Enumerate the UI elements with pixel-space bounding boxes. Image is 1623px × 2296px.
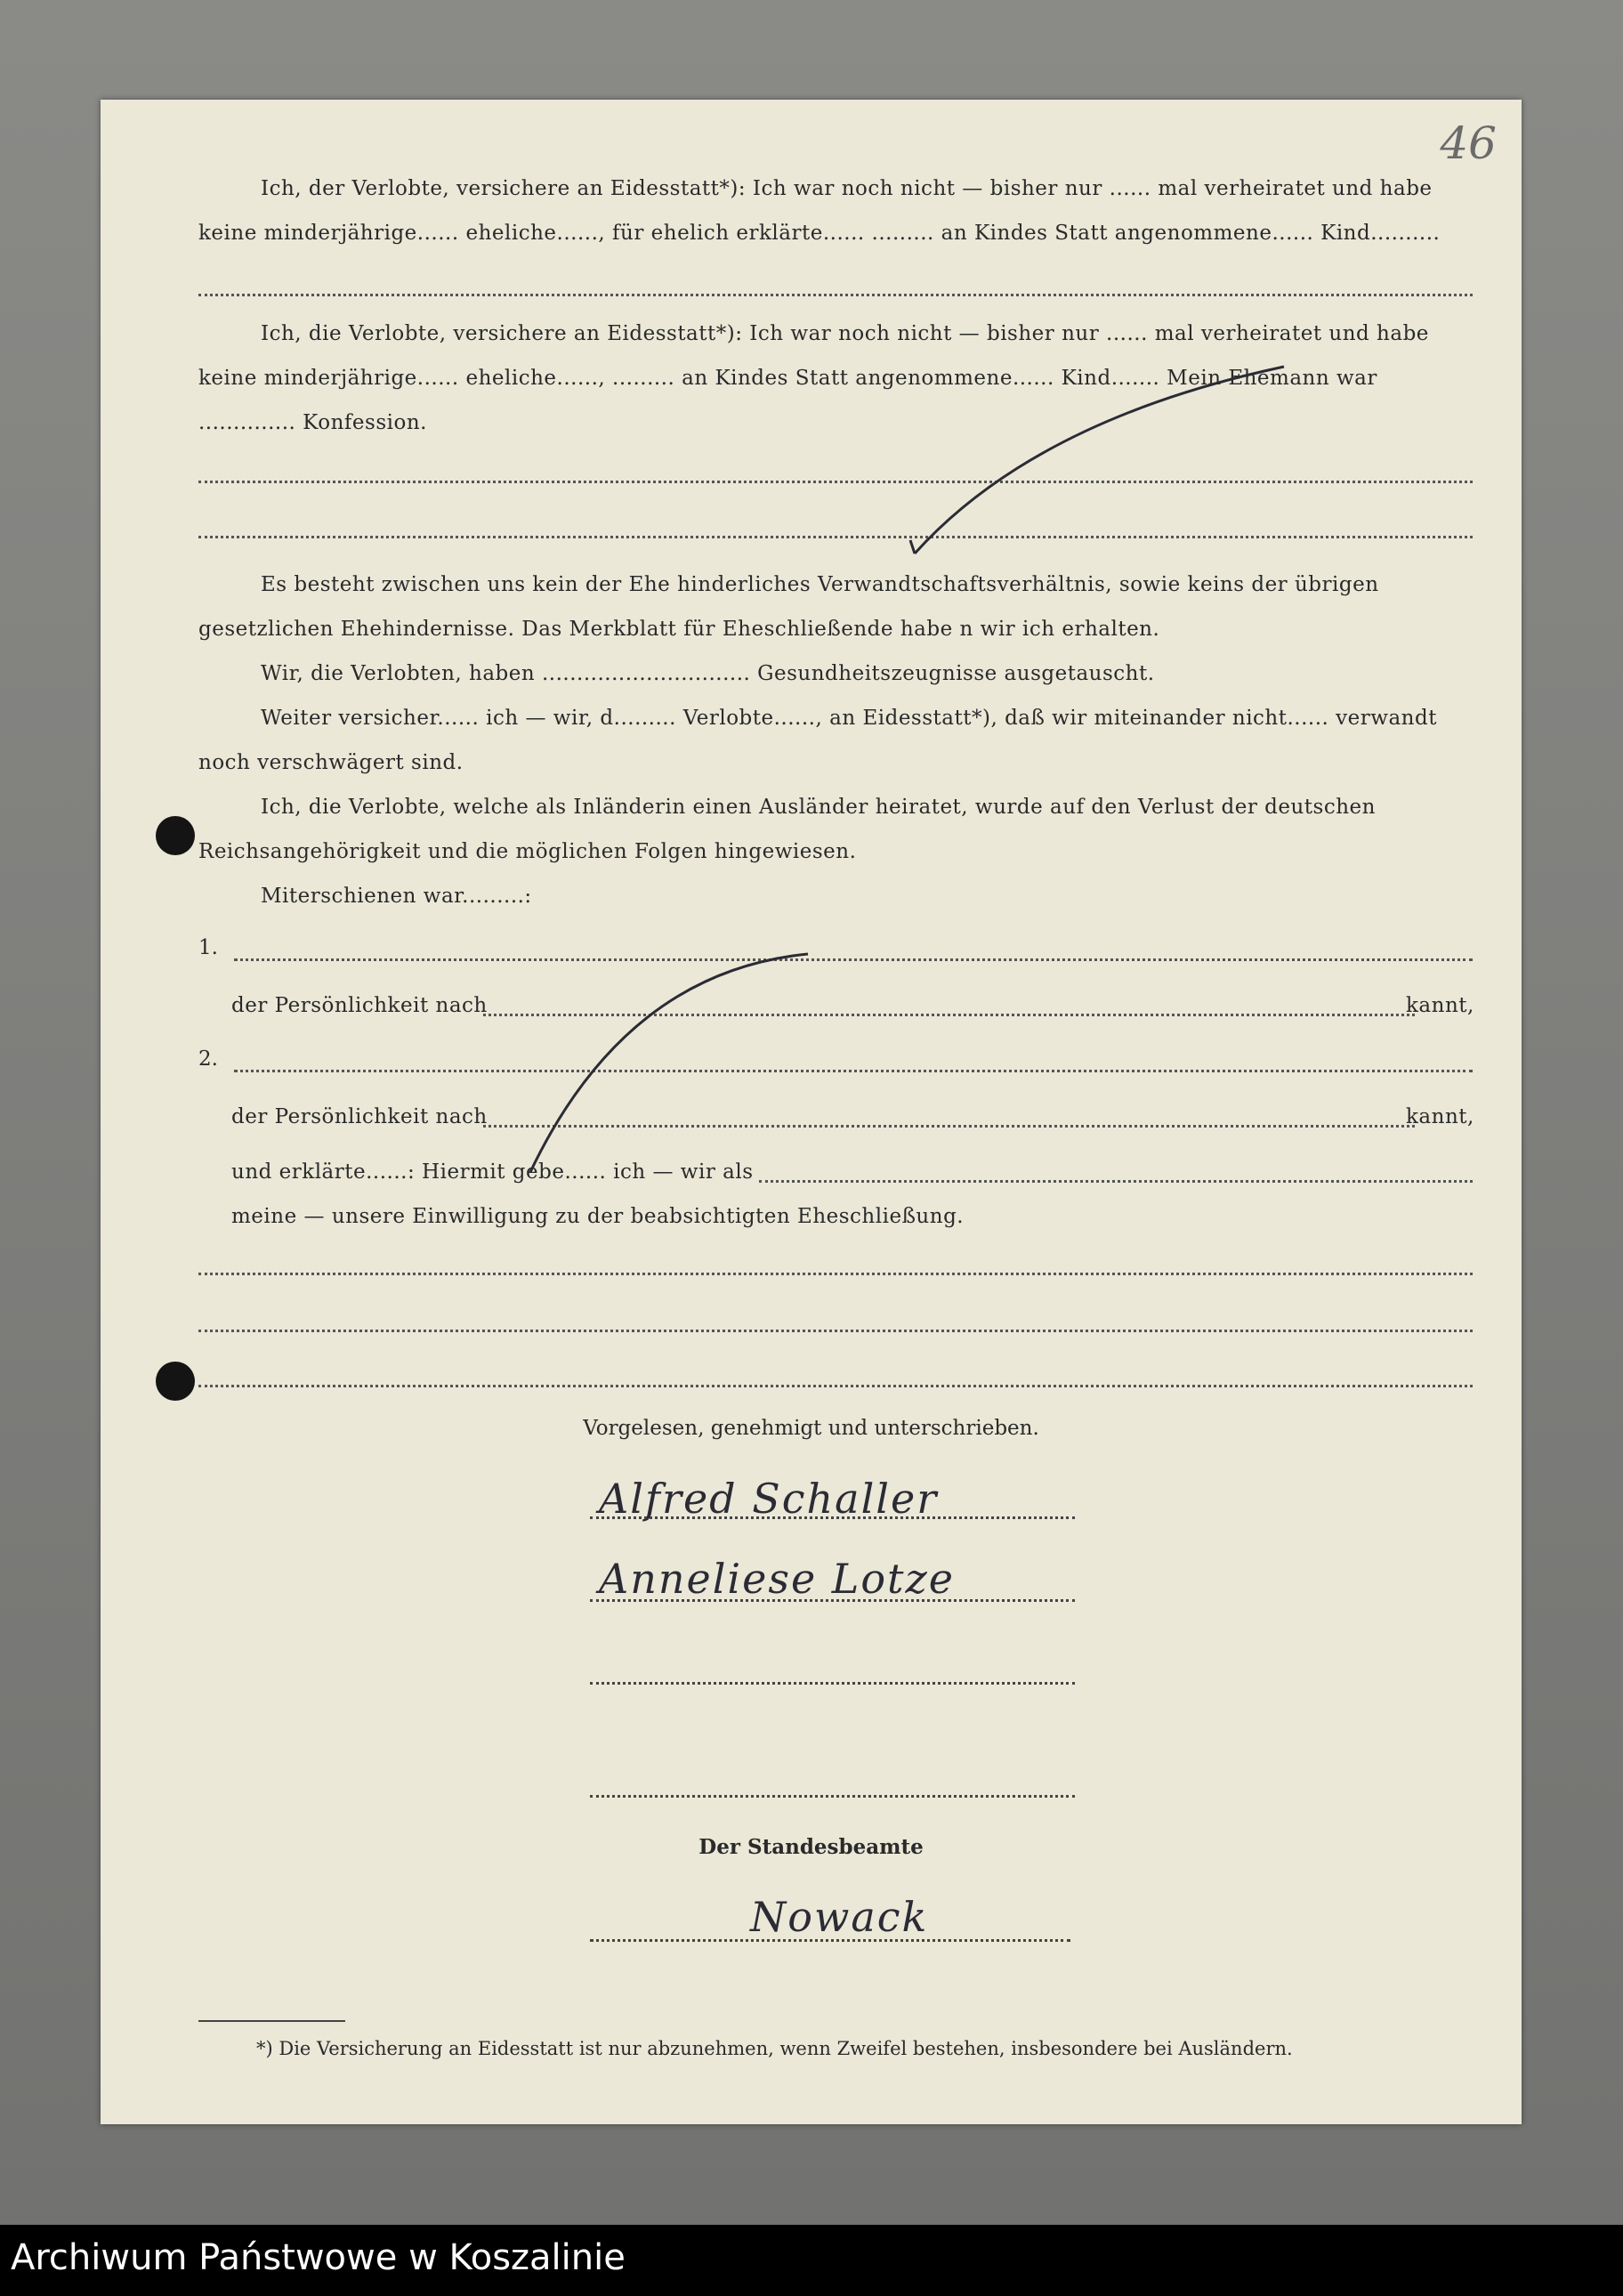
identity-line-1: der Persönlichkeit nach xyxy=(231,994,488,1017)
archive-footer xyxy=(0,2225,1623,2296)
registrar-heading: Der Standesbeamte xyxy=(698,1835,924,1859)
archive-name: Archiwum Państwowe w Koszalinie xyxy=(11,2237,626,2278)
identity-line-2: der Persönlichkeit nach xyxy=(231,1105,488,1128)
signature-groom: Alfred Schaller xyxy=(599,1475,939,1523)
citizenship-paragraph: Ich, die Verlobte, welche als Inländerin einen Ausländer heiratet, wurde auf den Verlust der deutschen Reichsangehörigkeit und die möglichen Folgen hingewiesen. xyxy=(198,796,1376,863)
groom-paragraph: Ich, der Verlobte, versichere an Eidesstatt*): Ich war noch nicht — bisher nur ...... mal verheiratet und habe keine minderjährige...... eheliche......, für ehelich erklärte...... ......... an Kindes Statt angenommene...... Kind.......... xyxy=(198,177,1441,245)
health-certificate-line: Wir, die Verlobten, haben .............................. Gesundheitszeugnisse ausgetauscht. xyxy=(261,662,1155,685)
page-number: 46 xyxy=(1440,117,1497,169)
document-page xyxy=(101,100,1522,2124)
bride-paragraph: Ich, die Verlobte, versichere an Eidesstatt*): Ich war noch nicht — bisher nur ...... mal verheiratet und habe keine minderjährige...... eheliche......, ......... an Kindes Statt angenommene...... Kind....... Mein Ehemann war .............. Konfession. xyxy=(198,322,1429,434)
identity-suffix-1: kannt, xyxy=(1406,994,1474,1017)
relation-line: Weiter versicher...... ich — wir, d......... Verlobte......, an Eidesstatt*), daß wir miteinander nicht...... verwandt noch verschwägert sind. xyxy=(198,707,1437,774)
consent-line-2: meine — unsere Einwilligung zu der beabsichtigten Eheschließung. xyxy=(231,1205,965,1228)
impediments-paragraph: Es besteht zwischen uns kein der Ehe hinderliches Verwandtschaftsverhältnis, sowie keins der übrigen gesetzlichen Ehehindernisse. Das Merkblatt für Eheschließende habe n wir ich erhalten. xyxy=(198,573,1379,641)
witness-1-number: 1. xyxy=(198,936,218,959)
footnote: *) Die Versicherung an Eidesstatt ist nur abzunehmen, wenn Zweifel bestehen, insbesondere bei Ausländern. xyxy=(256,2038,1293,2059)
signature-bride: Anneliese Lotze xyxy=(599,1555,955,1603)
consent-line: und erklärte......: Hiermit gebe...... ich — wir als xyxy=(231,1160,754,1184)
identity-suffix-2: kannt, xyxy=(1406,1105,1474,1128)
cancellation-strokes xyxy=(101,100,1522,2124)
registrar-signature: Nowack xyxy=(750,1893,929,1941)
witness-heading: Miterschienen war.........: xyxy=(261,885,532,908)
witness-2-number: 2. xyxy=(198,1047,218,1071)
read-approved-text: Vorgelesen, genehmigt und unterschrieben. xyxy=(583,1417,1039,1440)
